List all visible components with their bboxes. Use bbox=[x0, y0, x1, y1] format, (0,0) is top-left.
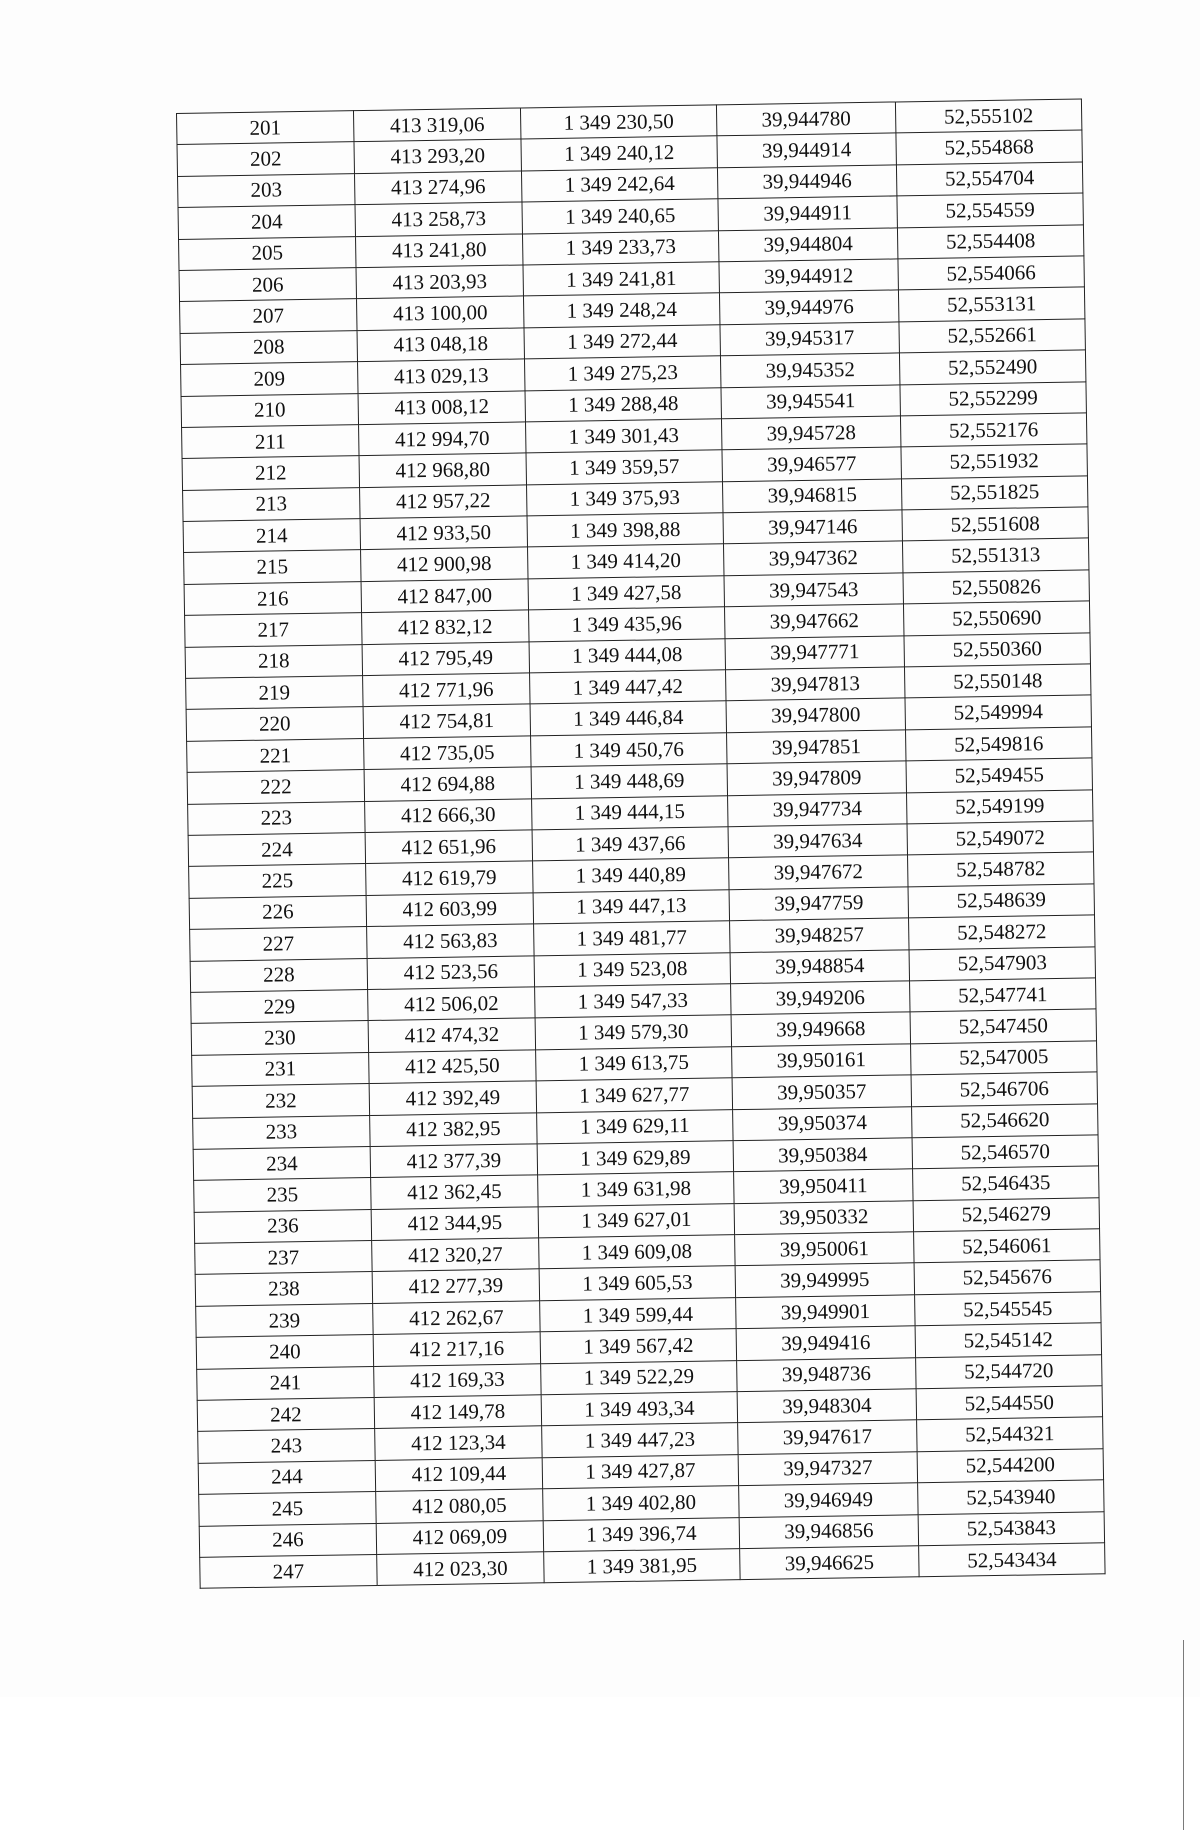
latitude-cell: 39,948304 bbox=[737, 1389, 916, 1423]
y-coordinate-cell: 1 349 446,84 bbox=[530, 701, 726, 736]
point-number-cell: 210 bbox=[181, 393, 358, 427]
longitude-cell: 52,548782 bbox=[908, 852, 1094, 886]
point-number-cell: 213 bbox=[183, 487, 360, 521]
point-number-cell: 246 bbox=[199, 1523, 376, 1557]
x-coordinate-cell: 412 795,49 bbox=[362, 642, 529, 676]
x-coordinate-cell: 412 735,05 bbox=[364, 736, 531, 770]
y-coordinate-cell: 1 349 437,66 bbox=[532, 827, 728, 862]
latitude-cell: 39,947672 bbox=[729, 855, 908, 889]
latitude-cell: 39,949206 bbox=[731, 981, 910, 1015]
y-coordinate-cell: 1 349 609,08 bbox=[539, 1235, 735, 1270]
longitude-cell: 52,552299 bbox=[900, 381, 1086, 415]
point-number-cell: 231 bbox=[192, 1052, 369, 1086]
y-coordinate-cell: 1 349 301,43 bbox=[526, 419, 722, 454]
point-number-cell: 240 bbox=[196, 1335, 373, 1369]
point-number-cell: 236 bbox=[194, 1209, 371, 1243]
latitude-cell: 39,947617 bbox=[738, 1420, 917, 1454]
x-coordinate-cell: 412 619,79 bbox=[366, 861, 533, 895]
latitude-cell: 39,947662 bbox=[725, 604, 904, 638]
latitude-cell: 39,950384 bbox=[733, 1138, 912, 1172]
y-coordinate-cell: 1 349 547,33 bbox=[535, 984, 731, 1019]
longitude-cell: 52,546706 bbox=[911, 1072, 1097, 1106]
longitude-cell: 52,548639 bbox=[908, 884, 1094, 918]
longitude-cell: 52,545545 bbox=[915, 1292, 1101, 1326]
longitude-cell: 52,546061 bbox=[914, 1229, 1100, 1263]
x-coordinate-cell: 412 933,50 bbox=[360, 516, 527, 550]
latitude-cell: 39,949901 bbox=[736, 1295, 915, 1329]
point-number-cell: 243 bbox=[198, 1429, 375, 1463]
latitude-cell: 39,945352 bbox=[720, 353, 899, 387]
latitude-cell: 39,946815 bbox=[722, 479, 901, 513]
point-number-cell: 241 bbox=[197, 1366, 374, 1400]
y-coordinate-cell: 1 349 230,50 bbox=[520, 105, 716, 140]
longitude-cell: 52,545142 bbox=[915, 1323, 1101, 1357]
point-number-cell: 238 bbox=[195, 1272, 372, 1306]
point-number-cell: 227 bbox=[190, 927, 367, 961]
y-coordinate-cell: 1 349 241,81 bbox=[523, 262, 719, 297]
point-number-cell: 212 bbox=[182, 456, 359, 490]
point-number-cell: 242 bbox=[197, 1397, 374, 1431]
x-coordinate-cell: 412 994,70 bbox=[359, 422, 526, 456]
latitude-cell: 39,947362 bbox=[723, 541, 902, 575]
longitude-cell: 52,551608 bbox=[902, 507, 1088, 541]
point-number-cell: 214 bbox=[183, 519, 360, 553]
point-number-cell: 203 bbox=[178, 173, 355, 207]
longitude-cell: 52,554559 bbox=[897, 193, 1083, 227]
latitude-cell: 39,946577 bbox=[722, 447, 901, 481]
point-number-cell: 230 bbox=[191, 1021, 368, 1055]
y-coordinate-cell: 1 349 240,12 bbox=[521, 136, 717, 171]
y-coordinate-cell: 1 349 605,53 bbox=[539, 1266, 735, 1301]
latitude-cell: 39,947813 bbox=[726, 667, 905, 701]
point-number-cell: 220 bbox=[186, 707, 363, 741]
latitude-cell: 39,949995 bbox=[735, 1263, 914, 1297]
point-number-cell: 245 bbox=[199, 1492, 376, 1526]
point-number-cell: 208 bbox=[180, 330, 357, 364]
longitude-cell: 52,549199 bbox=[907, 789, 1093, 823]
y-coordinate-cell: 1 349 627,01 bbox=[538, 1203, 734, 1238]
latitude-cell: 39,948257 bbox=[730, 918, 909, 952]
y-coordinate-cell: 1 349 396,74 bbox=[543, 1517, 739, 1552]
longitude-cell: 52,552661 bbox=[899, 319, 1085, 353]
longitude-cell: 52,546435 bbox=[913, 1166, 1099, 1200]
latitude-cell: 39,947809 bbox=[727, 761, 906, 795]
x-coordinate-cell: 413 048,18 bbox=[357, 328, 524, 362]
x-coordinate-cell: 413 029,13 bbox=[358, 359, 525, 393]
y-coordinate-cell: 1 349 629,11 bbox=[537, 1109, 733, 1144]
y-coordinate-cell: 1 349 414,20 bbox=[528, 544, 724, 579]
y-coordinate-cell: 1 349 579,30 bbox=[535, 1015, 731, 1050]
x-coordinate-cell: 412 666,30 bbox=[365, 798, 532, 832]
latitude-cell: 39,949668 bbox=[731, 1012, 910, 1046]
latitude-cell: 39,946625 bbox=[740, 1546, 919, 1580]
x-coordinate-cell: 412 362,45 bbox=[371, 1175, 538, 1209]
x-coordinate-cell: 412 506,02 bbox=[368, 987, 535, 1021]
y-coordinate-cell: 1 349 427,58 bbox=[528, 576, 724, 611]
latitude-cell: 39,945541 bbox=[721, 384, 900, 418]
latitude-cell: 39,946949 bbox=[739, 1483, 918, 1517]
y-coordinate-cell: 1 349 402,80 bbox=[543, 1486, 739, 1521]
x-coordinate-cell: 413 100,00 bbox=[357, 296, 524, 330]
point-number-cell: 204 bbox=[178, 205, 355, 239]
longitude-cell: 52,550360 bbox=[904, 633, 1090, 667]
x-coordinate-cell: 412 392,49 bbox=[369, 1081, 536, 1115]
y-coordinate-cell: 1 349 567,42 bbox=[540, 1329, 736, 1364]
y-coordinate-cell: 1 349 272,44 bbox=[524, 325, 720, 360]
longitude-cell: 52,546570 bbox=[912, 1135, 1098, 1169]
latitude-cell: 39,948854 bbox=[730, 949, 909, 983]
latitude-cell: 39,950332 bbox=[734, 1200, 913, 1234]
x-coordinate-cell: 413 258,73 bbox=[355, 202, 522, 236]
y-coordinate-cell: 1 349 599,44 bbox=[540, 1298, 736, 1333]
point-number-cell: 237 bbox=[195, 1241, 372, 1275]
longitude-cell: 52,551932 bbox=[901, 444, 1087, 478]
x-coordinate-cell: 412 262,67 bbox=[373, 1301, 540, 1335]
x-coordinate-cell: 412 023,30 bbox=[377, 1552, 544, 1586]
x-coordinate-cell: 412 344,95 bbox=[371, 1206, 538, 1240]
y-coordinate-cell: 1 349 240,65 bbox=[522, 199, 718, 234]
x-coordinate-cell: 412 603,99 bbox=[366, 893, 533, 927]
longitude-cell: 52,552176 bbox=[900, 413, 1086, 447]
longitude-cell: 52,554704 bbox=[896, 162, 1082, 196]
y-coordinate-cell: 1 349 629,89 bbox=[537, 1141, 733, 1176]
longitude-cell: 52,544321 bbox=[917, 1417, 1103, 1451]
y-coordinate-cell: 1 349 381,95 bbox=[544, 1549, 740, 1584]
longitude-cell: 52,554868 bbox=[896, 130, 1082, 164]
x-coordinate-cell: 413 319,06 bbox=[353, 108, 520, 142]
longitude-cell: 52,551825 bbox=[901, 476, 1087, 510]
longitude-cell: 52,543843 bbox=[918, 1511, 1104, 1545]
x-coordinate-cell: 412 069,09 bbox=[376, 1520, 543, 1554]
longitude-cell: 52,544200 bbox=[917, 1449, 1103, 1483]
y-coordinate-cell: 1 349 242,64 bbox=[521, 168, 717, 203]
point-number-cell: 225 bbox=[189, 864, 366, 898]
x-coordinate-cell: 413 241,80 bbox=[356, 234, 523, 268]
y-coordinate-cell: 1 349 440,89 bbox=[533, 858, 729, 893]
y-coordinate-cell: 1 349 613,75 bbox=[536, 1046, 732, 1081]
x-coordinate-cell: 412 523,56 bbox=[367, 955, 534, 989]
y-coordinate-cell: 1 349 447,23 bbox=[542, 1423, 738, 1458]
longitude-cell: 52,552490 bbox=[899, 350, 1085, 384]
point-number-cell: 247 bbox=[200, 1554, 377, 1588]
coordinates-table bbox=[176, 98, 1106, 1589]
x-coordinate-cell: 412 123,34 bbox=[375, 1426, 542, 1460]
point-number-cell: 219 bbox=[186, 676, 363, 710]
longitude-cell: 52,549072 bbox=[907, 821, 1093, 855]
x-coordinate-cell: 413 203,93 bbox=[356, 265, 523, 299]
x-coordinate-cell: 412 217,16 bbox=[373, 1332, 540, 1366]
latitude-cell: 39,944911 bbox=[718, 196, 897, 230]
longitude-cell: 52,553131 bbox=[898, 287, 1084, 321]
point-number-cell: 206 bbox=[179, 268, 356, 302]
longitude-cell: 52,549994 bbox=[905, 695, 1091, 729]
latitude-cell: 39,950357 bbox=[732, 1075, 911, 1109]
point-number-cell: 215 bbox=[184, 550, 361, 584]
point-number-cell: 229 bbox=[191, 989, 368, 1023]
x-coordinate-cell: 412 847,00 bbox=[361, 579, 528, 613]
point-number-cell: 202 bbox=[177, 142, 354, 176]
page-edge-line bbox=[1183, 1640, 1184, 1830]
x-coordinate-cell: 412 563,83 bbox=[367, 924, 534, 958]
longitude-cell: 52,550690 bbox=[903, 601, 1089, 635]
x-coordinate-cell: 412 771,96 bbox=[363, 673, 530, 707]
x-coordinate-cell: 412 080,05 bbox=[376, 1489, 543, 1523]
y-coordinate-cell: 1 349 275,23 bbox=[524, 356, 720, 391]
y-coordinate-cell: 1 349 450,76 bbox=[531, 733, 727, 768]
point-number-cell: 221 bbox=[187, 738, 364, 772]
longitude-cell: 52,547005 bbox=[911, 1041, 1097, 1075]
y-coordinate-cell: 1 349 288,48 bbox=[525, 387, 721, 422]
x-coordinate-cell: 412 277,39 bbox=[372, 1269, 539, 1303]
point-number-cell: 207 bbox=[180, 299, 357, 333]
latitude-cell: 39,945317 bbox=[720, 322, 899, 356]
x-coordinate-cell: 412 474,32 bbox=[368, 1018, 535, 1052]
x-coordinate-cell: 412 900,98 bbox=[361, 547, 528, 581]
point-number-cell: 216 bbox=[184, 581, 361, 615]
longitude-cell: 52,548272 bbox=[909, 915, 1095, 949]
latitude-cell: 39,947759 bbox=[729, 887, 908, 921]
y-coordinate-cell: 1 349 493,34 bbox=[541, 1392, 737, 1427]
latitude-cell: 39,946856 bbox=[739, 1514, 918, 1548]
point-number-cell: 222 bbox=[187, 770, 364, 804]
longitude-cell: 52,546620 bbox=[912, 1103, 1098, 1137]
longitude-cell: 52,545676 bbox=[914, 1260, 1100, 1294]
point-number-cell: 226 bbox=[189, 895, 366, 929]
y-coordinate-cell: 1 349 427,87 bbox=[542, 1454, 738, 1489]
x-coordinate-cell: 412 832,12 bbox=[362, 610, 529, 644]
latitude-cell: 39,944804 bbox=[718, 227, 897, 261]
latitude-cell: 39,947771 bbox=[725, 636, 904, 670]
y-coordinate-cell: 1 349 359,57 bbox=[526, 450, 722, 485]
longitude-cell: 52,547903 bbox=[909, 946, 1095, 980]
y-coordinate-cell: 1 349 627,77 bbox=[536, 1078, 732, 1113]
y-coordinate-cell: 1 349 375,93 bbox=[527, 481, 723, 516]
y-coordinate-cell: 1 349 631,98 bbox=[538, 1172, 734, 1207]
longitude-cell: 52,544550 bbox=[916, 1386, 1102, 1420]
longitude-cell: 52,543434 bbox=[919, 1543, 1105, 1577]
x-coordinate-cell: 413 293,20 bbox=[354, 139, 521, 173]
latitude-cell: 39,947543 bbox=[724, 573, 903, 607]
latitude-cell: 39,944912 bbox=[719, 259, 898, 293]
point-number-cell: 232 bbox=[192, 1084, 369, 1118]
coordinates-table-body bbox=[177, 99, 1106, 1589]
point-number-cell: 205 bbox=[179, 236, 356, 270]
x-coordinate-cell: 412 169,33 bbox=[374, 1363, 541, 1397]
longitude-cell: 52,555102 bbox=[895, 99, 1081, 133]
latitude-cell: 39,950374 bbox=[733, 1106, 912, 1140]
latitude-cell: 39,950411 bbox=[734, 1169, 913, 1203]
longitude-cell: 52,544720 bbox=[916, 1354, 1102, 1388]
point-number-cell: 223 bbox=[188, 801, 365, 835]
latitude-cell: 39,945728 bbox=[721, 416, 900, 450]
y-coordinate-cell: 1 349 233,73 bbox=[522, 230, 718, 265]
longitude-cell: 52,550826 bbox=[903, 570, 1089, 604]
y-coordinate-cell: 1 349 248,24 bbox=[523, 293, 719, 328]
longitude-cell: 52,551313 bbox=[902, 538, 1088, 572]
latitude-cell: 39,944976 bbox=[719, 290, 898, 324]
latitude-cell: 39,947800 bbox=[726, 698, 905, 732]
y-coordinate-cell: 1 349 444,08 bbox=[529, 638, 725, 673]
x-coordinate-cell: 413 274,96 bbox=[354, 171, 521, 205]
y-coordinate-cell: 1 349 398,88 bbox=[527, 513, 723, 548]
point-number-cell: 228 bbox=[190, 958, 367, 992]
point-number-cell: 217 bbox=[185, 613, 362, 647]
longitude-cell: 52,546279 bbox=[913, 1197, 1099, 1231]
latitude-cell: 39,947734 bbox=[728, 792, 907, 826]
longitude-cell: 52,547741 bbox=[910, 978, 1096, 1012]
longitude-cell: 52,549455 bbox=[906, 758, 1092, 792]
longitude-cell: 52,549816 bbox=[905, 727, 1091, 761]
longitude-cell: 52,554408 bbox=[897, 225, 1083, 259]
latitude-cell: 39,944946 bbox=[717, 165, 896, 199]
latitude-cell: 39,947851 bbox=[727, 730, 906, 764]
point-number-cell: 218 bbox=[185, 644, 362, 678]
x-coordinate-cell: 412 651,96 bbox=[365, 830, 532, 864]
latitude-cell: 39,947146 bbox=[723, 510, 902, 544]
x-coordinate-cell: 412 968,80 bbox=[359, 453, 526, 487]
y-coordinate-cell: 1 349 447,42 bbox=[530, 670, 726, 705]
point-number-cell: 234 bbox=[193, 1146, 370, 1180]
point-number-cell: 209 bbox=[181, 362, 358, 396]
x-coordinate-cell: 412 109,44 bbox=[375, 1458, 542, 1492]
latitude-cell: 39,950161 bbox=[732, 1044, 911, 1078]
y-coordinate-cell: 1 349 435,96 bbox=[529, 607, 725, 642]
y-coordinate-cell: 1 349 448,69 bbox=[531, 764, 727, 799]
x-coordinate-cell: 413 008,12 bbox=[358, 390, 525, 424]
latitude-cell: 39,949416 bbox=[736, 1326, 915, 1360]
point-number-cell: 239 bbox=[196, 1303, 373, 1337]
x-coordinate-cell: 412 377,39 bbox=[370, 1144, 537, 1178]
x-coordinate-cell: 412 382,95 bbox=[370, 1112, 537, 1146]
x-coordinate-cell: 412 320,27 bbox=[372, 1238, 539, 1272]
x-coordinate-cell: 412 754,81 bbox=[363, 704, 530, 738]
latitude-cell: 39,948736 bbox=[737, 1357, 916, 1391]
longitude-cell: 52,554066 bbox=[898, 256, 1084, 290]
point-number-cell: 211 bbox=[182, 425, 359, 459]
x-coordinate-cell: 412 149,78 bbox=[374, 1395, 541, 1429]
longitude-cell: 52,543940 bbox=[918, 1480, 1104, 1514]
point-number-cell: 244 bbox=[198, 1460, 375, 1494]
point-number-cell: 233 bbox=[193, 1115, 370, 1149]
y-coordinate-cell: 1 349 444,15 bbox=[532, 795, 728, 830]
point-number-cell: 201 bbox=[177, 111, 354, 145]
latitude-cell: 39,950061 bbox=[735, 1232, 914, 1266]
y-coordinate-cell: 1 349 522,29 bbox=[541, 1360, 737, 1395]
y-coordinate-cell: 1 349 481,77 bbox=[534, 921, 730, 956]
latitude-cell: 39,944914 bbox=[717, 133, 896, 167]
longitude-cell: 52,547450 bbox=[910, 1009, 1096, 1043]
point-number-cell: 235 bbox=[194, 1178, 371, 1212]
latitude-cell: 39,944780 bbox=[716, 102, 895, 136]
latitude-cell: 39,947327 bbox=[738, 1452, 917, 1486]
x-coordinate-cell: 412 425,50 bbox=[369, 1050, 536, 1084]
latitude-cell: 39,947634 bbox=[728, 824, 907, 858]
x-coordinate-cell: 412 957,22 bbox=[360, 485, 527, 519]
point-number-cell: 224 bbox=[188, 833, 365, 867]
x-coordinate-cell: 412 694,88 bbox=[364, 767, 531, 801]
y-coordinate-cell: 1 349 523,08 bbox=[534, 952, 730, 987]
coordinates-table-wrapper bbox=[176, 98, 1106, 1589]
y-coordinate-cell: 1 349 447,13 bbox=[533, 889, 729, 924]
longitude-cell: 52,550148 bbox=[904, 664, 1090, 698]
